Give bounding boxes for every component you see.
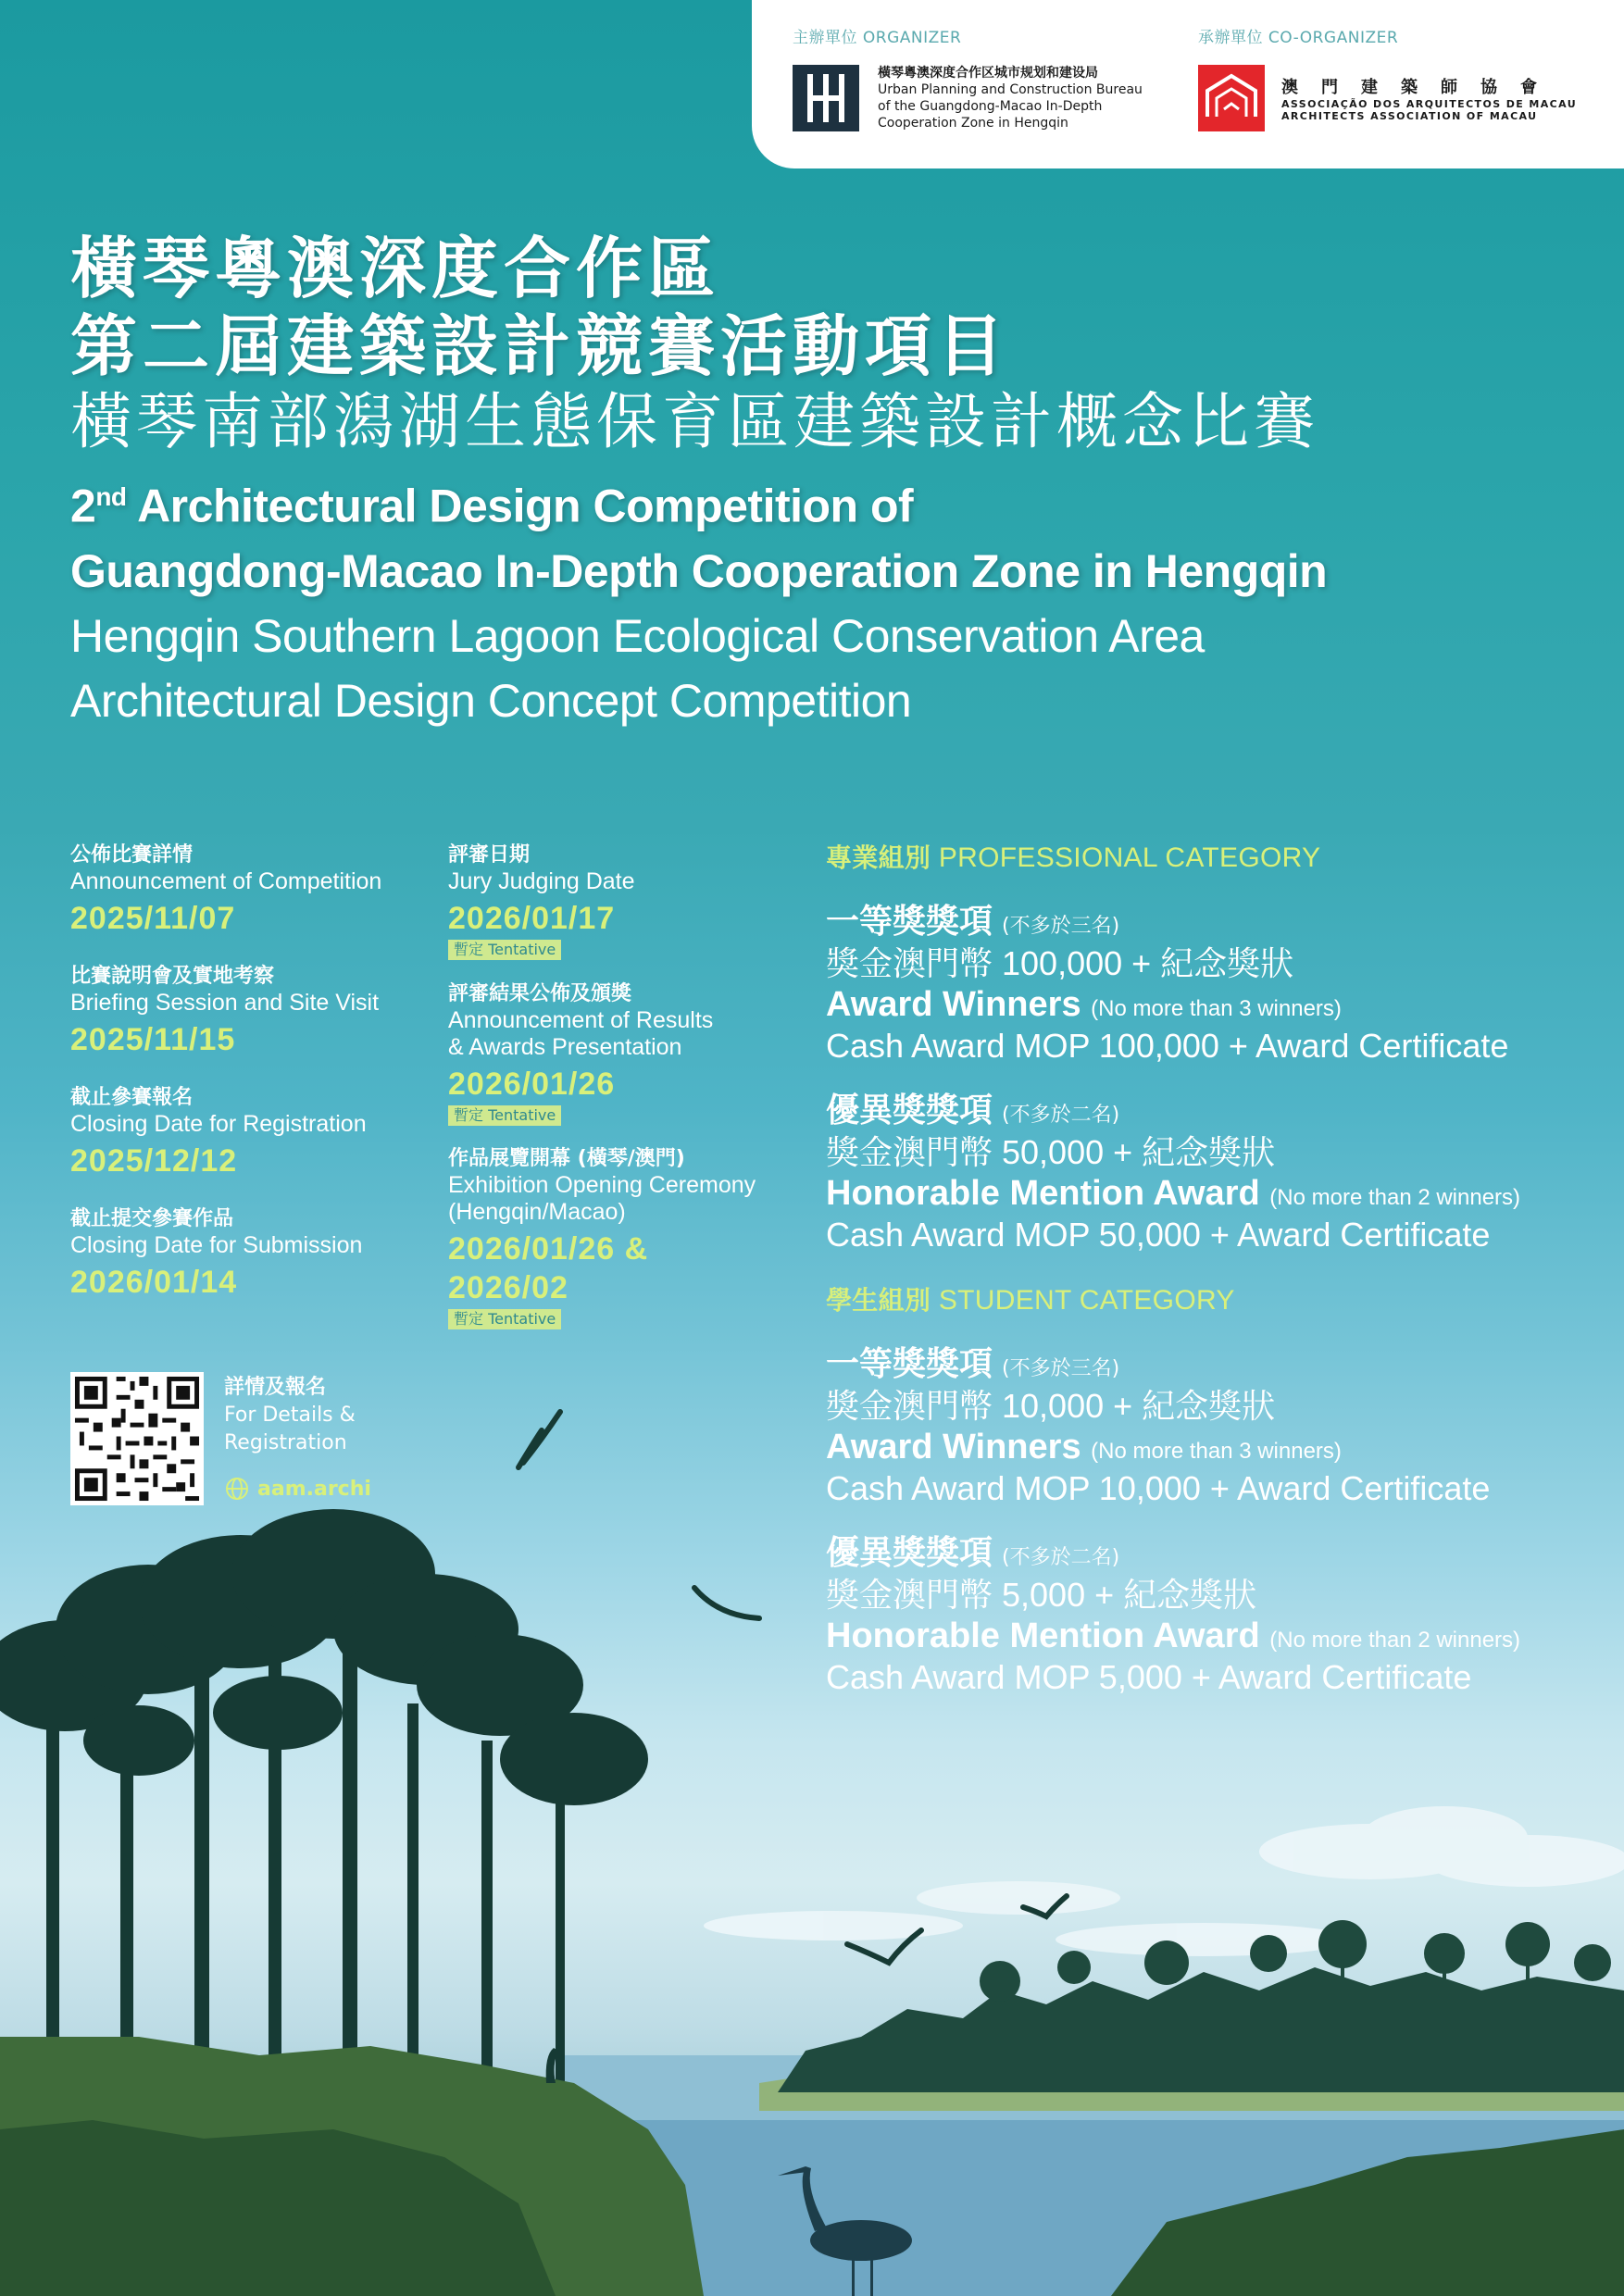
organizer-name	[878, 65, 1143, 131]
award-name-en: Honorable Mention Award	[826, 1174, 1260, 1213]
category-heading-en: STUDENT CATEGORY	[938, 1285, 1235, 1316]
student-merit-award	[826, 1527, 1604, 1699]
registration-label-cn: 詳情及報名	[224, 1376, 327, 1399]
schedule-label-cn: 評審結果公佈及頒獎	[448, 982, 632, 1005]
organizer-name-en-3: Cooperation Zone in Hengqin	[878, 116, 1068, 131]
schedule-label-en-1: Exhibition Opening Ceremony	[448, 1172, 756, 1198]
category-heading-cn: 專業組別	[826, 842, 931, 873]
title-cn-line1: 橫琴粵澳深度合作區	[70, 230, 721, 307]
title-en-ordinal: 2	[70, 480, 96, 532]
award-prize-en: Cash Award MOP 50,000 + Award Certificate	[826, 1216, 1491, 1254]
schedule-label-cn: 公佈比賽詳情	[70, 843, 194, 867]
tentative-badge: 暫定 Tentative	[448, 1309, 561, 1329]
coorganizer-name-en: ARCHITECTS ASSOCIATION OF MACAU	[1281, 110, 1538, 122]
left-tree-silhouettes	[0, 1509, 648, 2111]
tentative-badge: 暫定 Tentative	[448, 1105, 561, 1126]
schedule-date: 2025/11/15	[70, 1022, 236, 1057]
schedule-label-cn: 比賽說明會及實地考察	[70, 965, 275, 988]
award-name-cn: 一等獎獎項	[826, 1345, 993, 1383]
title-en-line1-text: Architectural Design Competition of	[126, 480, 914, 532]
award-limit-cn: (不多於二名)	[1002, 1546, 1120, 1569]
registration-qr-code[interactable]	[70, 1372, 204, 1505]
title-en-ordinal-suffix: nd	[95, 482, 127, 511]
award-limit-en: (No more than 3 winners)	[1091, 1439, 1342, 1464]
organizer-name-en-1: Urban Planning and Construction Bureau	[878, 82, 1143, 97]
website-url: aam.archi	[257, 1477, 371, 1501]
schedule-registration	[70, 1085, 441, 1182]
category-heading-en: PROFESSIONAL CATEGORY	[938, 842, 1321, 873]
professional-merit-award	[826, 1084, 1604, 1256]
schedule-date: 2026/01/14	[70, 1265, 238, 1300]
award-prize-en: Cash Award MOP 10,000 + Award Certificate	[826, 1469, 1491, 1507]
title-en-line2: Guangdong-Macao In-Depth Cooperation Zone in Hengqin	[70, 544, 1328, 597]
tentative-badge: 暫定 Tentative	[448, 940, 561, 960]
professional-category-heading	[826, 838, 1604, 875]
award-prize-cn: 獎金澳門幣 5,000 + 紀念獎狀	[826, 1576, 1257, 1614]
award-prize-cn: 獎金澳門幣 50,000 + 紀念獎狀	[826, 1133, 1276, 1171]
award-limit-en: (No more than 2 winners)	[1269, 1628, 1521, 1653]
organizer-block	[793, 65, 1143, 131]
award-name-en: Honorable Mention Award	[826, 1616, 1260, 1655]
registration-label-en-1: For Details &	[224, 1404, 356, 1427]
organizer-name-cn: 橫琴粵澳深度合作区城市规划和建设局	[878, 66, 1098, 81]
category-heading-cn: 學生組別	[826, 1285, 931, 1316]
schedule-label-cn: 評審日期	[448, 843, 531, 867]
title-block	[70, 230, 1327, 733]
award-limit-cn: (不多於三名)	[1002, 915, 1120, 938]
schedule-label-en-2: & Awards Presentation	[448, 1034, 682, 1060]
professional-first-award	[826, 895, 1604, 1067]
schedule-label-en-2: (Hengqin/Macao)	[448, 1199, 626, 1225]
award-title-cn	[826, 1338, 1604, 1385]
award-title-en	[826, 1616, 1604, 1656]
award-name-cn: 優異獎獎項	[826, 1534, 993, 1572]
award-name-en: Award Winners	[826, 1428, 1081, 1466]
award-title-en	[826, 1174, 1604, 1214]
schedule-jury	[448, 842, 818, 960]
schedule-label-en: Announcement of Competition	[70, 868, 382, 894]
globe-icon	[224, 1476, 250, 1502]
clouds	[704, 1806, 1624, 1956]
organizer-tag: 主辦單位 ORGANIZER	[793, 29, 962, 47]
award-name-cn: 一等獎獎項	[826, 903, 993, 941]
schedule-label-en: Jury Judging Date	[448, 868, 635, 894]
schedule-date: 2025/11/07	[70, 901, 236, 936]
schedule-date-1: 2026/01/26 &	[448, 1231, 649, 1267]
schedule-label-en: Closing Date for Registration	[70, 1111, 367, 1137]
schedule-exhibition	[448, 1146, 800, 1329]
title-en-line4: Architectural Design Concept Competition	[70, 674, 912, 727]
organizer-header-panel	[752, 0, 1624, 168]
coorganizer-tag: 承辦單位 CO-ORGANIZER	[1198, 29, 1399, 47]
title-cn-line3: 橫琴南部潟湖生態保育區建築設計概念比賽	[70, 386, 1319, 457]
award-title-cn	[826, 1527, 1604, 1574]
award-limit-en: (No more than 3 winners)	[1091, 996, 1342, 1021]
schedule-label-en: Closing Date for Submission	[70, 1232, 363, 1258]
award-name-en: Award Winners	[826, 985, 1081, 1024]
organizer-name-en-2: of the Guangdong-Macao In-Depth	[878, 99, 1103, 114]
website-link[interactable]	[224, 1476, 371, 1502]
award-prize-en: Cash Award MOP 5,000 + Award Certificate	[826, 1658, 1472, 1696]
registration-info	[224, 1374, 371, 1502]
schedule-label-en-1: Announcement of Results	[448, 1007, 714, 1033]
award-limit-cn: (不多於二名)	[1002, 1104, 1120, 1127]
registration-label-en-2: Registration	[224, 1431, 347, 1454]
schedule-date: 2025/12/12	[70, 1143, 238, 1179]
qr-code-icon	[70, 1372, 204, 1505]
awards-block	[826, 838, 1604, 1699]
coorganizer-name-pt: ASSOCIAÇÃO DOS ARQUITECTOS DE MACAU	[1281, 98, 1578, 110]
award-prize-cn: 獎金澳門幣 100,000 + 紀念獎狀	[826, 944, 1294, 982]
title-cn-line2: 第二屆建築設計競賽活動項目	[70, 307, 1010, 385]
planning-bureau-logo-icon	[793, 65, 859, 131]
award-prize-en: Cash Award MOP 100,000 + Award Certificate	[826, 1027, 1509, 1065]
schedule-date: 2026/01/26	[448, 1067, 616, 1102]
schedule-announcement	[70, 842, 441, 940]
award-prize-cn: 獎金澳門幣 10,000 + 紀念獎狀	[826, 1387, 1276, 1425]
schedule-submission	[70, 1206, 441, 1304]
award-title-en	[826, 985, 1604, 1025]
schedule-label-cn: 截止參賽報名	[70, 1086, 194, 1109]
award-title-cn	[826, 1084, 1604, 1131]
schedule-date: 2026/01/17	[448, 901, 616, 936]
schedule-briefing	[70, 964, 441, 1061]
student-first-award	[826, 1338, 1604, 1510]
schedule-label-cn: 作品展覽開幕 (橫琴/澳門)	[448, 1147, 685, 1170]
schedule-label-cn: 截止提交參賽作品	[70, 1207, 234, 1230]
award-title-en	[826, 1428, 1604, 1467]
aam-logo-icon	[1198, 65, 1265, 131]
award-title-cn	[826, 895, 1604, 942]
coorganizer-block	[1198, 65, 1577, 131]
coorganizer-name-cn: 澳門建築師協會	[1281, 78, 1560, 97]
title-en-line1	[70, 465, 1327, 539]
schedule-date-2: 2026/02	[448, 1270, 568, 1305]
award-limit-en: (No more than 2 winners)	[1269, 1185, 1521, 1210]
award-name-cn: 優異獎獎項	[826, 1092, 993, 1129]
coorganizer-name	[1281, 74, 1577, 122]
award-limit-cn: (不多於三名)	[1002, 1357, 1120, 1380]
student-category-heading	[826, 1280, 1604, 1317]
title-en-line3: Hengqin Southern Lagoon Ecological Conservation Area	[70, 609, 1205, 662]
schedule-label-en: Briefing Session and Site Visit	[70, 990, 380, 1016]
schedule-results	[448, 981, 818, 1126]
